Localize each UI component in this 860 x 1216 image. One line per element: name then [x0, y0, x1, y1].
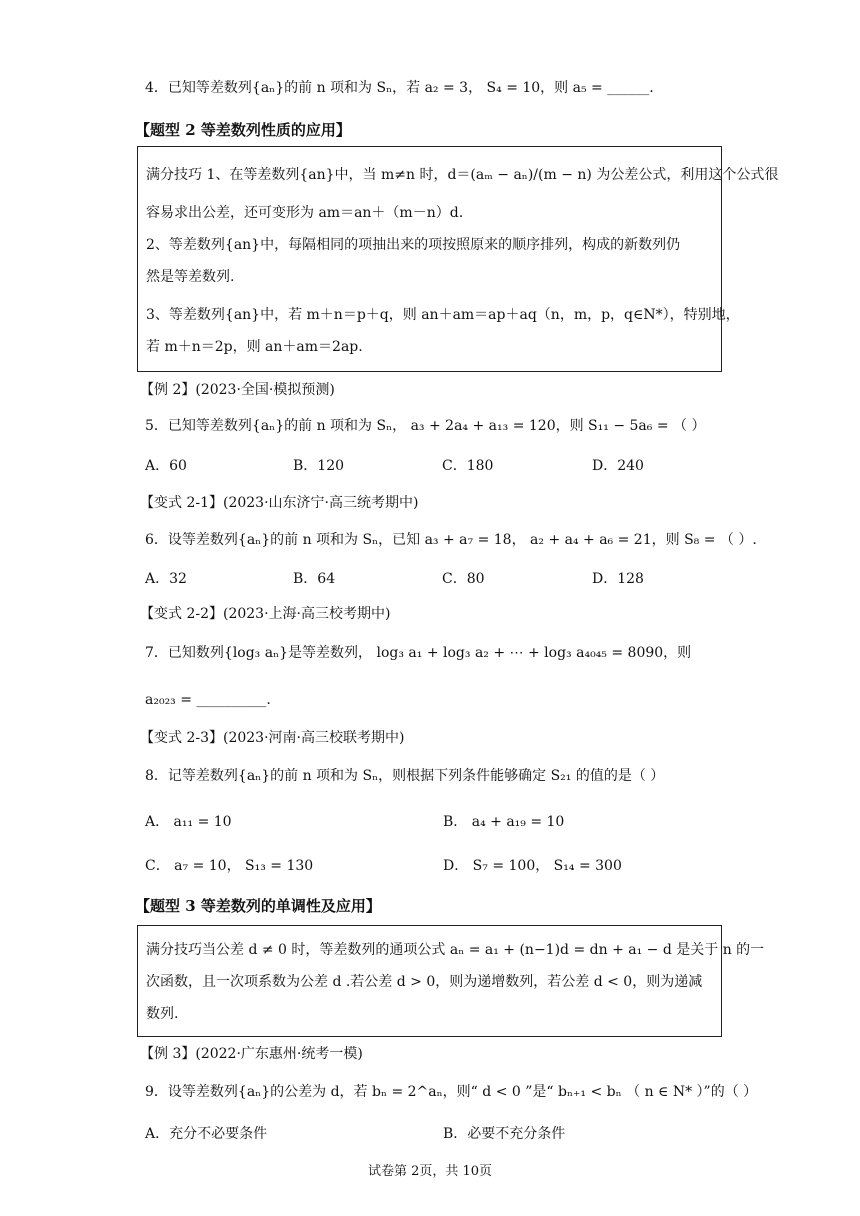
q6-option-a: A．32	[145, 571, 187, 587]
q5-option-c: C．180	[442, 458, 494, 474]
question-6: 6．设等差数列{aₙ}的前 n 项和为 Sₙ，已知 a₃ + a₇ = 18， a₂ + a₄ + a₆ = 21，则 S₈ = （ ）.	[145, 532, 757, 548]
example-2-label: 【例 2】(2023·全国·模拟预测)	[140, 382, 335, 398]
q8-option-a: A． a₁₁ = 10	[145, 814, 232, 830]
q9-option-a: A．充分不必要条件	[145, 1126, 268, 1142]
tip-box-type3	[137, 925, 765, 1037]
question-8: 8．记等差数列{aₙ}的前 n 项和为 Sₙ，则根据下列条件能够确定 S₂₁ 的值的是（ ）	[145, 768, 665, 784]
variant-2-2-label: 【变式 2-2】(2023·上海·高三校考期中)	[140, 606, 391, 622]
section-header-type2: 【题型 2 等差数列性质的应用】	[135, 121, 351, 139]
example-3-label: 【例 3】(2022·广东惠州·统考一模)	[140, 1046, 363, 1062]
variant-2-1-label: 【变式 2-1】(2023·山东济宁·高三统考期中)	[140, 495, 419, 511]
question-5: 5．已知等差数列{aₙ}的前 n 项和为 Sₙ， a₃ + 2a₄ + a₁₃ = 120，则 S₁₁ − 5a₆ = （ ）	[145, 418, 706, 434]
tip3-line-3: 数列.	[146, 1006, 179, 1022]
tip-line-4: 然是等差数列.	[146, 269, 235, 285]
page-footer: 试卷第 2页，共 10页	[367, 1164, 493, 1179]
tip-line-5: 3、等差数列{an}中，若 m＋n＝p＋q，则 an＋am＝ap＋aq（n，m，p，q∈N*），特别地，	[146, 307, 740, 323]
question-7: 7．已知数列{log₃ aₙ}是等差数列， log₃ a₁ + log₃ a₂ + ⋯ + log₃ a₄₀₄₅ = 8090，则	[145, 645, 692, 661]
variant-2-3-label: 【变式 2-3】(2023·河南·高三校联考期中)	[140, 730, 405, 746]
q6-option-d: D．128	[592, 571, 644, 587]
tip-box-type2	[137, 146, 779, 372]
q8-option-c: C． a₇ = 10， S₁₃ = 130	[145, 858, 314, 874]
question-7-blank: a₂₀₂₃ = __________.	[145, 692, 271, 708]
q8-option-d: D． S₇ = 100， S₁₄ = 300	[443, 858, 622, 874]
q5-option-a: A．60	[145, 458, 187, 474]
tip-line-3: 2、等差数列{an}中，每隔相同的项抽出来的项按照原来的顺序排列，构成的新数列仍	[146, 237, 681, 253]
q5-option-b: B．120	[293, 458, 345, 474]
q5-option-d: D．240	[592, 458, 644, 474]
q6-option-c: C．80	[442, 571, 485, 587]
tip3-line-1: 满分技巧当公差 d ≠ 0 时，等差数列的通项公式 aₙ = a₁ + (n−1)d = dn + a₁ − d 是关于 n 的一	[146, 942, 765, 958]
tip-line-1: 满分技巧 1、在等差数列{an}中，当 m≠n 时，d＝(aₘ − aₙ)/(m − n) 为公差公式，利用这个公式很	[146, 167, 779, 183]
section-header-type3: 【题型 3 等差数列的单调性及应用】	[135, 897, 381, 915]
question-4: 4．已知等差数列{aₙ}的前 n 项和为 Sₙ，若 a₂ = 3， S₄ = 10，则 a₅ = ______.	[145, 80, 654, 96]
question-9: 9．设等差数列{aₙ}的公差为 d，若 bₙ = 2^aₙ，则“ d < 0 ”是“ bₙ₊₁ < bₙ （ n ∈ N* ）”的（ ）	[145, 1084, 758, 1100]
tip-line-6: 若 m＋n＝2p，则 an＋am＝2ap.	[146, 339, 363, 355]
q8-option-b: B． a₄ + a₁₉ = 10	[443, 814, 565, 830]
q6-option-b: B．64	[293, 571, 336, 587]
q9-option-b: B．必要不充分条件	[443, 1126, 566, 1142]
tip3-line-2: 次函数，且一次项系数为公差 d .若公差 d > 0，则为递增数列，若公差 d < 0，则为递减	[146, 974, 703, 990]
tip-line-2: 容易求出公差，还可变形为 am＝an＋（m－n）d.	[146, 205, 464, 221]
